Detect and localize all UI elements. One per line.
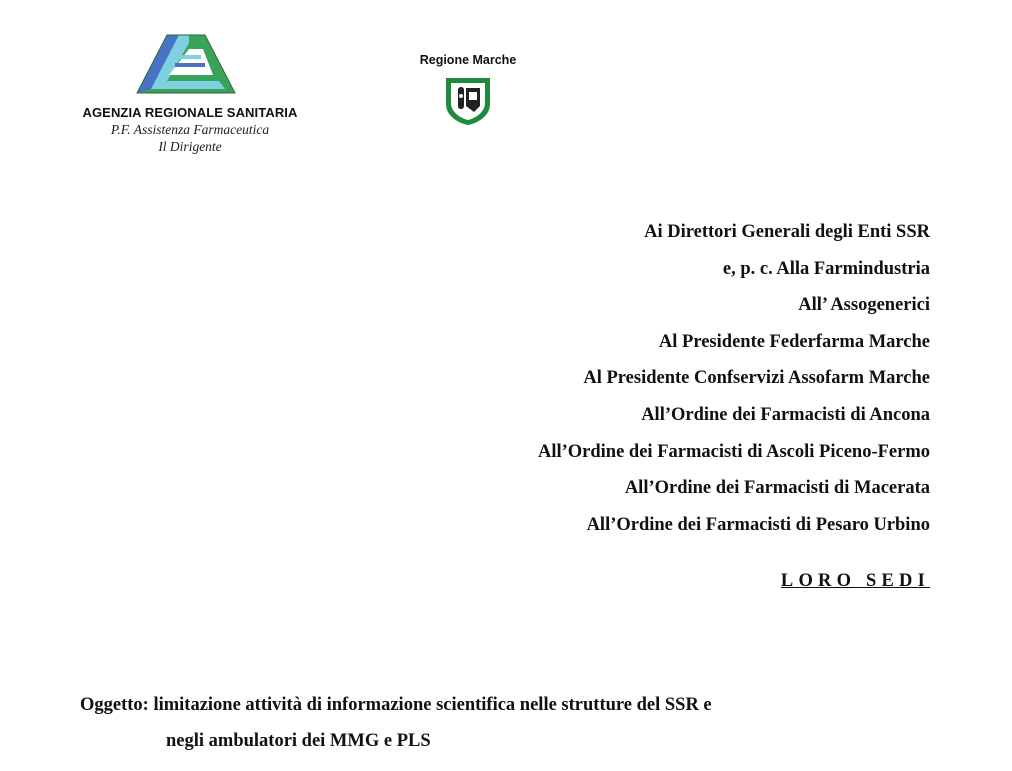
recipient-line: All’Ordine dei Farmacisti di Macerata <box>624 478 930 499</box>
recipient-line: Al Presidente Confservizi Assofarm Marche <box>583 368 930 389</box>
agency-name: AGENZIA REGIONALE SANITARIA <box>82 105 298 120</box>
ars-triangle-logo-icon <box>133 31 239 97</box>
region-label: Regione Marche <box>419 53 517 67</box>
agency-block <box>60 105 320 155</box>
closing-loro-sedi: LORO SEDI <box>780 571 930 591</box>
agency-department: P.F. Assistenza Farmaceutica <box>110 122 270 137</box>
subject-line-1: limitazione attività di informazione scientifica nelle strutture del SSR e <box>153 695 712 715</box>
recipient-line: Ai Direttori Generali degli Enti SSR <box>644 222 930 242</box>
recipient-line: All’Ordine dei Farmacisti di Ascoli Piceno-Fermo <box>537 441 930 462</box>
subject-label: Oggetto: <box>80 695 149 715</box>
recipient-line: e, p. c. Alla Farmindustria <box>722 258 930 279</box>
recipient-line: Al Presidente Federfarma Marche <box>658 331 930 352</box>
recipient-line: All’ Assogenerici <box>798 295 930 316</box>
subject-block <box>80 687 960 759</box>
recipients-list <box>330 214 930 543</box>
subject-line-2: negli ambulatori dei MMG e PLS <box>166 731 431 751</box>
agency-role: Il Dirigente <box>158 139 222 154</box>
regione-marche-shield-icon <box>444 76 492 126</box>
recipient-line: All’Ordine dei Farmacisti di Ancona <box>641 404 930 425</box>
recipient-line: All’Ordine dei Farmacisti di Pesaro Urbino <box>586 514 930 535</box>
